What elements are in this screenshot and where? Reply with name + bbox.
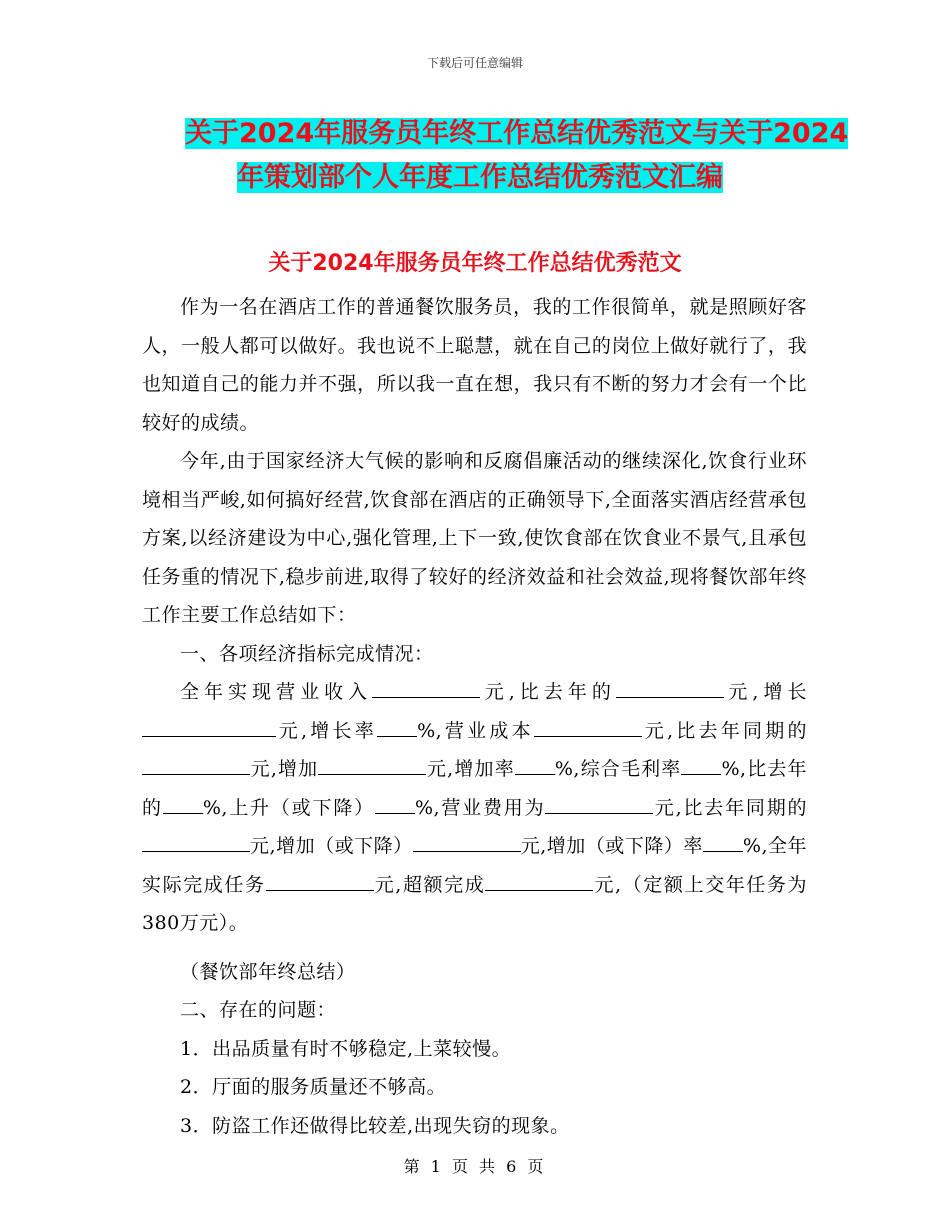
text-segment: 元,（定额上交年任务为380万元）。 [142, 873, 807, 934]
fill-blank [515, 757, 555, 775]
fill-blank [163, 795, 203, 813]
text-segment: %,营业成本 [417, 719, 534, 742]
text-segment: %,比去年的 [142, 758, 808, 819]
document-title [185, 112, 849, 200]
text-segment: 元,增加（或下降）率 [520, 835, 703, 857]
section-title: 关于2024年服务员年终工作总结优秀范文 [268, 251, 682, 276]
fill-blank [545, 795, 653, 813]
header-note: 下载后可任意编辑 [426, 56, 523, 70]
text-segment: 元,增加（或下降） [250, 835, 413, 857]
fill-blank [266, 872, 374, 890]
document-title-line-1: 关于2024年服务员年终工作总结优秀范文与关于2024 [185, 118, 849, 149]
paragraph-indicators [142, 673, 807, 943]
text-segment: 元,比去年同期的 [653, 796, 808, 819]
fill-blank [142, 718, 276, 736]
fill-blank [318, 757, 426, 775]
text-segment: 元,超额完成 [373, 873, 486, 896]
fill-blank [485, 872, 593, 890]
text-segment: 元,比去年同期的 [641, 719, 808, 742]
fill-blank [681, 757, 721, 775]
heading-economic-indicators: 一、各项经济指标完成情况： [180, 642, 434, 665]
text-segment: %,营业费用为 [414, 796, 546, 819]
list-item-problem-1: 1．出品质量有时不够稳定,上菜较慢。 [180, 1037, 512, 1060]
text-segment: %,综合毛利率 [554, 758, 682, 780]
text-segment: 元,增长 [723, 681, 807, 703]
text-segment: 全年实现营业收入 [180, 681, 373, 703]
paragraph-intro: 作为一名在酒店工作的普通餐饮服务员，我的工作很简单，就是照顾好客人，一般人都可以做好。我也说不上聪慧，就在自己的岗位上做好就行了，我也知道自己的能力并不强，所以我一直在想，我只有不断的努力才会有一个比较好的成绩。 [142, 296, 807, 434]
heading-problems: 二、存在的问题： [180, 999, 337, 1021]
fill-blank [703, 834, 743, 852]
fill-blank [375, 795, 415, 813]
fill-blank [413, 834, 521, 852]
fill-blank [142, 834, 250, 852]
text-segment: 元,增长率 [276, 719, 378, 742]
document-title-line-2: 年策划部个人年度工作总结优秀范文汇编 [237, 162, 723, 193]
page-footer: 第 1 页 共 6 页 [403, 1157, 547, 1176]
text-segment: 元,比去年的 [480, 681, 616, 703]
fill-blank [377, 718, 417, 736]
fill-blank [142, 757, 250, 775]
list-item-problem-2: 2．厅面的服务质量还不够高。 [180, 1076, 447, 1098]
document-body [142, 288, 807, 1145]
paragraph-note: （餐饮部年终总结） [180, 960, 356, 983]
fill-blank [534, 718, 642, 736]
fill-blank [372, 680, 480, 698]
list-item-problem-3: 3．防盗工作还做得比较差,出现失窃的现象。 [180, 1114, 570, 1137]
text-segment: 元,增加 [250, 758, 319, 780]
paragraph-overview: 今年,由于国家经济大气候的影响和反腐倡廉活动的继续深化,饮食行业环境相当严峻,如何搞好经营,饮食部在酒店的正确领导下,全面落实酒店经营承包方案,以经济建设为中心,强化管理,上下一致,使饮食部在饮食业不景气,且承包任务重的情况下,稳步前进,取得了较好的经济效益和社会效益,现将餐饮部年终工作主要工作总结如下： [142, 450, 807, 626]
text-segment: %,上升（或下降） [202, 796, 375, 819]
text-segment: %,全年实际完成任务 [142, 835, 808, 896]
text-segment: 元,增加率 [426, 758, 515, 780]
fill-blank [616, 680, 724, 698]
